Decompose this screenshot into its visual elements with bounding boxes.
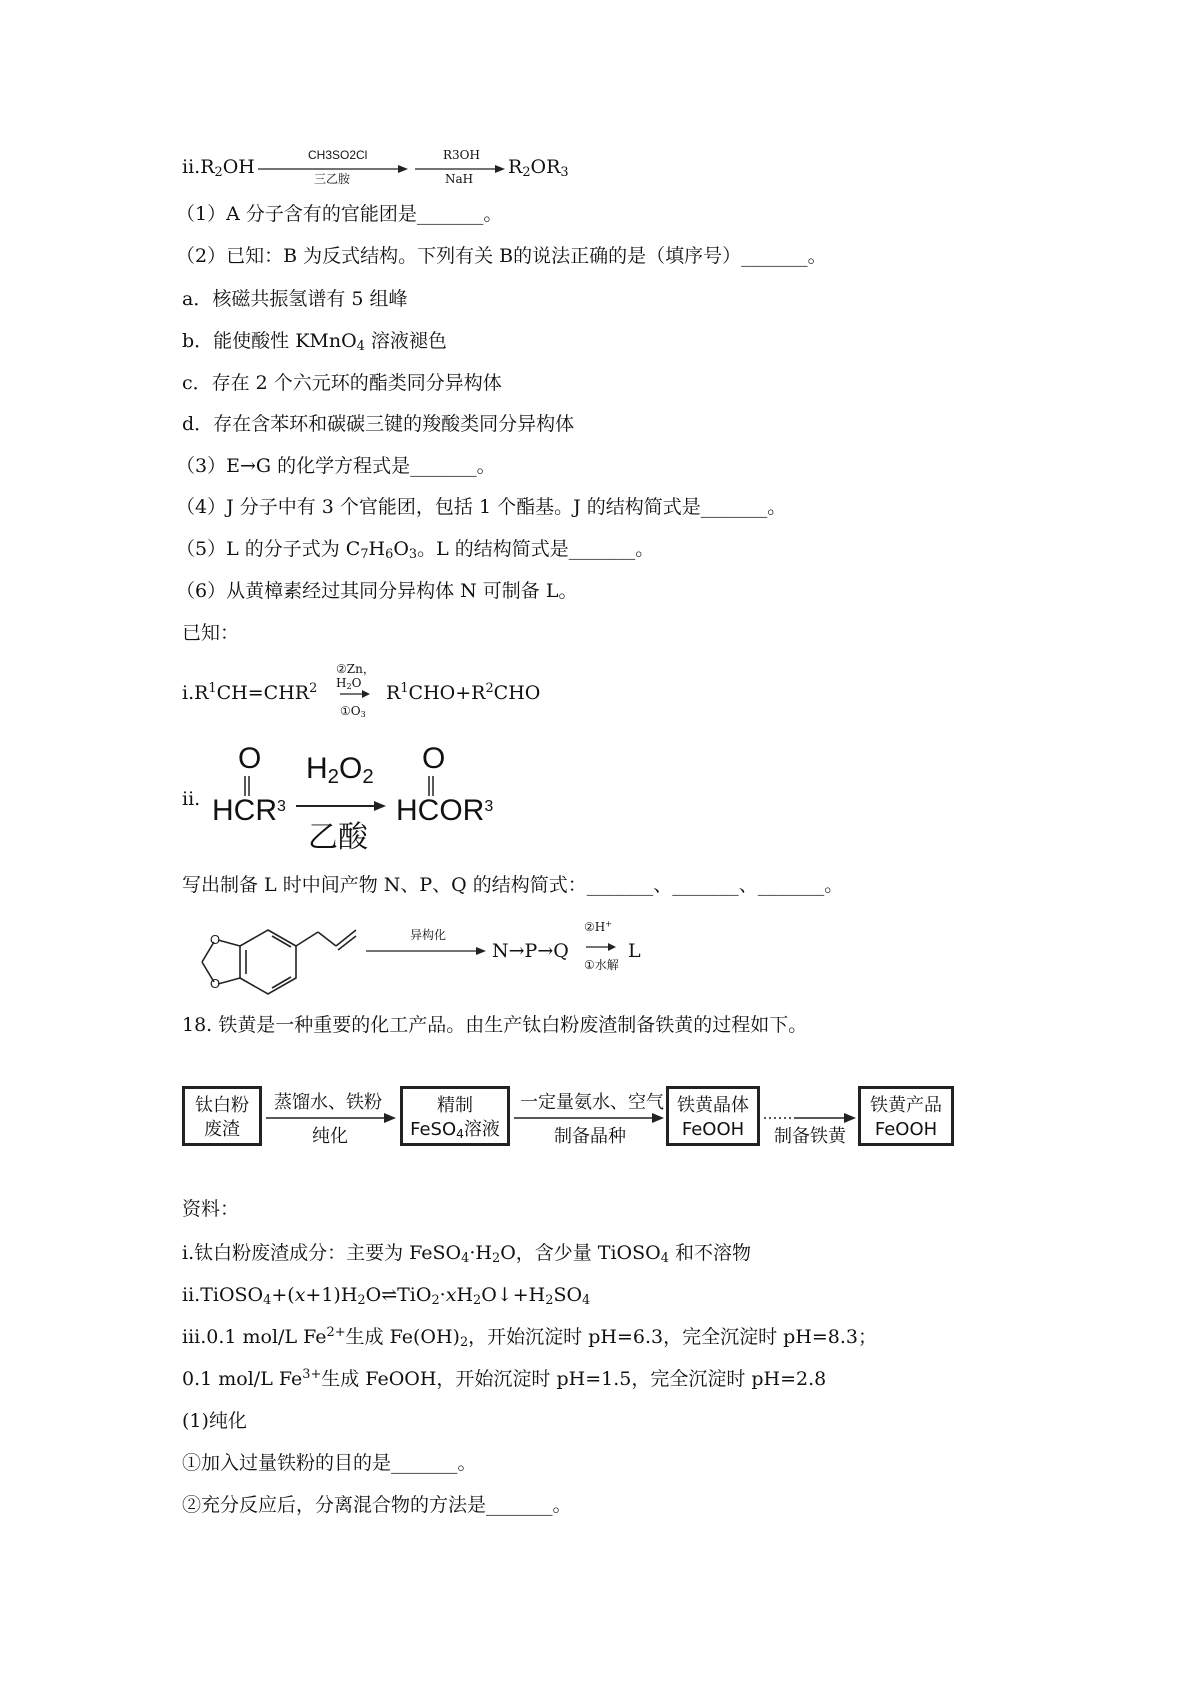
material-iii: iii.0.1 mol/L $Fe^{2+}$生成 $Fe(OH)_2$，开始沉淀时 pH=6.3，完全沉淀时 pH=8.3； <box>182 1324 877 1351</box>
flow-arrow-3-bottom: 制备铁黄 <box>774 1126 846 1147</box>
question-4: （4）J 分子中有 3 个官能团，包括 1 个酯基。J 的结构简式是_______。 <box>176 496 787 518</box>
flow-box-product: 铁黄产品 FeOOH <box>858 1086 954 1146</box>
scheme-product: L <box>628 940 641 962</box>
material-ii: $ii.TiOSO_4+(x+1)H_2O\rightleftharpoons TiO_2\cdot xH_2O↓+H_2SO_4$ <box>182 1284 591 1309</box>
question-3: （3）E→G 的化学方程式是_______。 <box>176 455 496 477</box>
question-1: （1）A 分子含有的官能团是_______。 <box>176 203 503 225</box>
known-i-reactant: $i.R^1CH=CHR^2$ <box>182 680 318 704</box>
known-i-arrow: ②Zn，$H_2O$ $①O_3$ <box>336 662 375 720</box>
option-d: d．存在含苯环和碳碳三键的羧酸类同分异构体 <box>182 413 575 435</box>
svg-text:O: O <box>210 932 221 947</box>
part1-title: (1)纯化 <box>182 1410 247 1432</box>
flow-box-feso4: 精制 FeSO$_4$溶液 <box>400 1086 510 1146</box>
question-18: 18. 铁黄是一种重要的化工产品。由生产钛白粉废渣制备铁黄的过程如下。 <box>182 1014 808 1036</box>
known-ii-label: ii. <box>182 788 201 810</box>
part1-question-2: ②充分反应后，分离混合物的方法是_______。 <box>182 1494 572 1516</box>
reaction-arrow-1: CH3SO2Cl 三乙胺 <box>258 148 408 182</box>
option-a: a．核磁共振氢谱有 5 组峰 <box>182 288 408 310</box>
option-b: b．能使酸性 KMnO$_4$ 溶液褪色 <box>182 330 447 355</box>
intermediates-question: 写出制备 L 时中间产物 N、P、Q 的结构简式：_______、_______、_______。 <box>182 874 844 896</box>
material-i: i.钛白粉废渣成分：主要为 $FeSO_4\cdot H_2O$，含少量 TiOSO$_4$ 和不溶物 <box>182 1242 751 1267</box>
material-iv: 0.1 mol/L $Fe^{3+}$生成 FeOOH，开始沉淀时 pH=1.5，完全沉淀时 pH=2.8 <box>182 1366 827 1390</box>
known-ii-arrow: $H_2O_2$ 乙酸 <box>296 752 386 848</box>
reaction-arrow-2: R3OH NaH <box>415 148 505 182</box>
flow-box-waste: 钛白粉 废渣 <box>182 1086 262 1146</box>
option-c: c．存在 2 个六元环的酯类同分异构体 <box>182 372 502 394</box>
question-6: （6）从黄樟素经过其同分异构体 N 可制备 L。 <box>176 580 578 602</box>
flow-arrow-1-bottom: 纯化 <box>312 1126 348 1147</box>
scheme-sequence: N→P→Q <box>492 940 569 962</box>
known-heading: 已知： <box>182 622 240 644</box>
reaction-ii-top: $ii.R_2OH$ <box>182 156 255 181</box>
flow-arrow-2-bottom: 制备晶种 <box>554 1126 626 1147</box>
part1-question-1: ①加入过量铁粉的目的是_______。 <box>182 1452 477 1474</box>
question-5: （5）L 的分子式为 $C_7H_6O_3$。L 的结构简式是_______。 <box>176 538 655 563</box>
safrole-structure-icon <box>180 912 360 1002</box>
hydrolysis-arrow: ②H+ ①水解 <box>584 918 619 972</box>
flow-arrow-2-top: 一定量氨水、空气 <box>520 1092 664 1113</box>
flow-arrow-1-top: 蒸馏水、铁粉 <box>274 1092 382 1113</box>
process-flowchart <box>182 1086 1012 1156</box>
question-2: （2）已知：B 为反式结构。下列有关 B的说法正确的是（填序号）_______。 <box>176 245 827 267</box>
known-i-product: $R^1CHO+R^2CHO$ <box>386 680 541 704</box>
materials-title: 资料： <box>182 1198 240 1220</box>
svg-text:O: O <box>210 976 221 991</box>
document-page: $ii.R_2OH$ CH3SO2Cl 三乙胺 R3OH NaH $R_2OR_3$ （1）A 分子含有的官能团是_______。 （2）已知：B 为反式结构。下列有关 B的说法正确的是（填序号）_______。 a．核磁共振氢谱有 5 组峰 b．能使酸性 KMnO$_4$ 溶液褪色 c．存在 2 个六元环的酯类同分异构体 d．存在含苯环和碳碳三键的羧酸类同分异构体 （3）E→G 的化学方程式是_______。 （4）J 分子中有 3 个官能团，包括 1 个酯基。J 的结构简式是_______。 （5）L 的分子式为 $C_7H_6O_3$。L 的结构简式是_______。 （6）从黄樟素经过其同分异构体 N 可制备 L。 已知： $i.R^1CH=CHR^2$ ②Zn，$H_2O$ $①O_3$ $R^1CHO+R^2CHO$ ii. O HCR$^3$ $H_2O_2$ 乙酸 O HCOR$^3$ 写出制备 L 时中间产物 N、P、Q 的结构简式：_______、_______、_______。 O O 异构化 N→P→Q ②H+ ①水解 L 18. 铁黄是一种重要的化工产品。由生产钛白粉废渣制备铁黄的过程如下。 钛白粉 废渣 蒸馏水、铁粉 纯化 精制 FeSO$_4$溶液 一定量氨水、空气 制备晶种 铁黄晶体 FeOOH 制备铁黄 铁黄产品 FeOOH 资料： i.钛白粉废渣成分：主要为 $FeSO_4\cdot H_2O$，含少量 TiOSO$_4$ 和不溶物 $ii.TiOSO_4+(x+1)H_2O\rightleftharpoons TiO_2\cdot xH_2O↓+H_2SO_4$ iii.0.1 mol/L $Fe^{2+}$生成 $Fe(OH)_2$，开始沉淀时 pH=6.3，完全沉淀时 pH=8.3； 0.1 mol/L $Fe^{3+}$生成 FeOOH，开始沉淀时 pH=1.5，完全沉淀时 pH=2.8 (1)纯化 ①加入过量铁粉的目的是_______。 ②充分反应后，分离混合物的方法是_______。 <box>0 0 1200 1698</box>
isomerization-arrow: 异构化 <box>366 928 486 968</box>
reaction-ii-product: $R_2OR_3$ <box>508 156 569 181</box>
flow-box-crystal: 铁黄晶体 FeOOH <box>666 1086 760 1146</box>
